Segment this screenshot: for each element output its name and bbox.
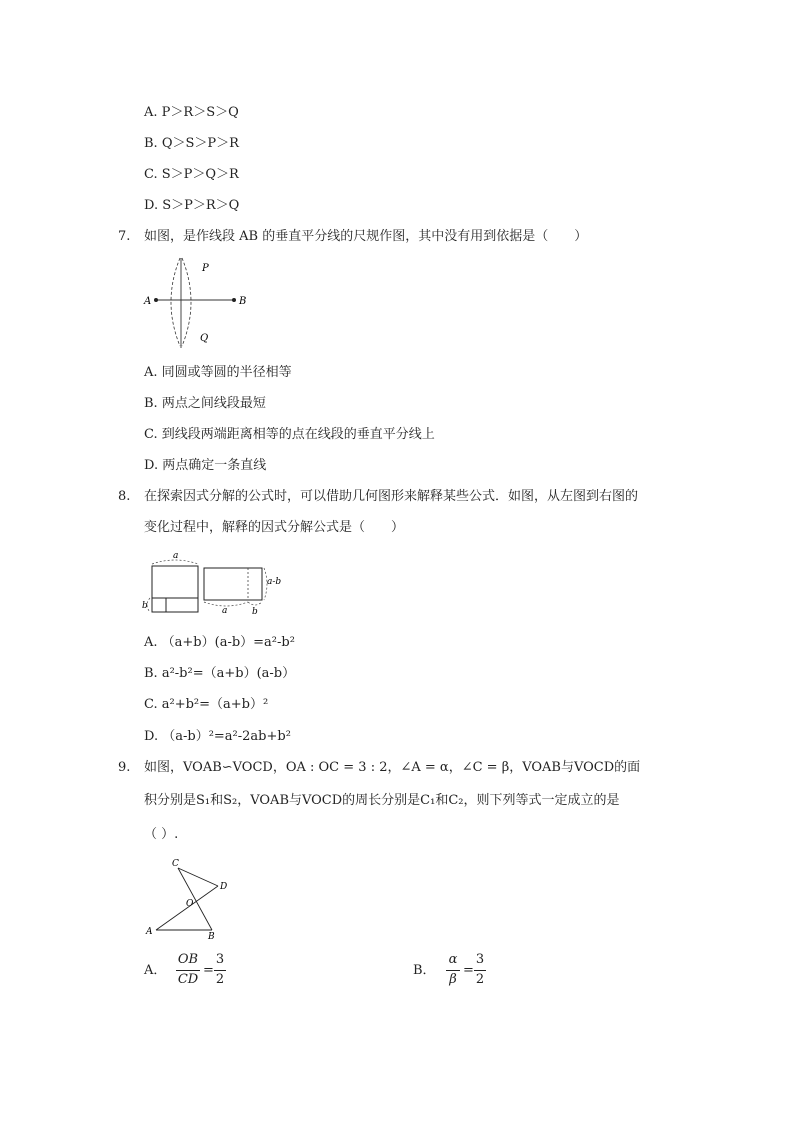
q9-option-b-den2: 2 (475, 972, 485, 987)
q9-option-a-num2: 3 (215, 952, 225, 967)
q7-stem: 如图，是作线段 AB 的垂直平分线的尺规作图，其中没有用到依据是（ ） (144, 229, 588, 244)
q8-option-d: D. （a-b）²=a²-2ab+b² (144, 729, 291, 744)
q7-option-c: C. 到线段两端距离相等的点在线段的垂直平分线上 (144, 427, 435, 442)
q9-option-b-bar2 (474, 970, 486, 971)
q8-stem-line1: 在探索因式分解的公式时，可以借助几何图形来解释某些公式．如图，从左图到右图的 (144, 489, 639, 504)
q9-option-a-den2: 2 (215, 972, 225, 987)
q9-option-a-label: A． (144, 963, 167, 978)
q7-option-a: A. 同圆或等圆的半径相等 (144, 365, 292, 380)
q9-option-a-den1: CD (177, 972, 199, 987)
q9-option-b-label: B． (413, 963, 436, 978)
q7-option-d: D. 两点确定一条直线 (144, 458, 267, 473)
q9-option-a-bar1 (176, 970, 200, 971)
q9-stem-line2: 积分别是S₁和S₂，VOAB与VOCD的周长分别是C₁和C₂，则下列等式一定成立的是 (144, 793, 620, 808)
q9-stem-line1: 如图，VOAB∽VOCD，OA : OC = 3 : 2，∠A = α，∠C = β，VOAB与VOCD的面 (144, 760, 641, 775)
q9-stem-line3: （ ）. (144, 827, 179, 842)
q7-label-p: P (202, 263, 209, 274)
q9-option-a-num1: OB (177, 952, 199, 967)
q9-option-b-eq: = (463, 963, 474, 978)
q9-label-a: A (146, 927, 153, 937)
q9-label-o: O (186, 899, 194, 909)
q8-figure (140, 546, 290, 618)
q7-number: 7. (118, 229, 131, 244)
q6-option-c: C. S＞P＞Q＞R (144, 167, 239, 182)
q6-option-d: D. S＞P＞R＞Q (144, 198, 240, 213)
q7-label-a: A (144, 296, 152, 307)
q8-stem-line2: 变化过程中，解释的因式分解公式是（ ） (144, 520, 405, 535)
q9-option-b-den1: β (449, 972, 457, 987)
q6-option-a: A. P＞R＞S＞Q (144, 105, 239, 120)
q7-label-b: B (239, 296, 247, 307)
q7-option-b: B. 两点之间线段最短 (144, 396, 266, 411)
q7-label-q: Q (200, 333, 209, 344)
q9-option-a-eq: = (203, 963, 214, 978)
q9-label-c: C (172, 859, 179, 869)
q9-option-b-bar1 (446, 970, 460, 971)
q8-label-b-bottom: b (252, 607, 258, 617)
q8-option-b: B. a²-b²=（a+b）(a-b） (144, 666, 296, 681)
q9-figure (140, 854, 240, 940)
q6-option-b: B. Q＞S＞P＞R (144, 136, 239, 151)
q8-label-a-top: a (173, 551, 179, 561)
q8-label-a-bottom: a (222, 606, 228, 616)
q8-number: 8. (118, 489, 131, 504)
q9-option-b-num1: α (448, 952, 458, 967)
q9-number: 9. (118, 760, 131, 775)
q9-option-b-num2: 3 (475, 952, 485, 967)
q9-label-d: D (220, 882, 228, 892)
q9-label-b: B (208, 932, 215, 940)
q8-option-a: A. （a+b）(a-b）=a²-b² (144, 635, 295, 650)
q9-option-a-bar2 (214, 970, 226, 971)
q8-label-b-left: b (142, 601, 148, 611)
q8-option-c: C. a²+b²=（a+b）² (144, 697, 269, 712)
q7-figure (140, 252, 260, 352)
q8-label-ab: a-b (267, 577, 282, 587)
